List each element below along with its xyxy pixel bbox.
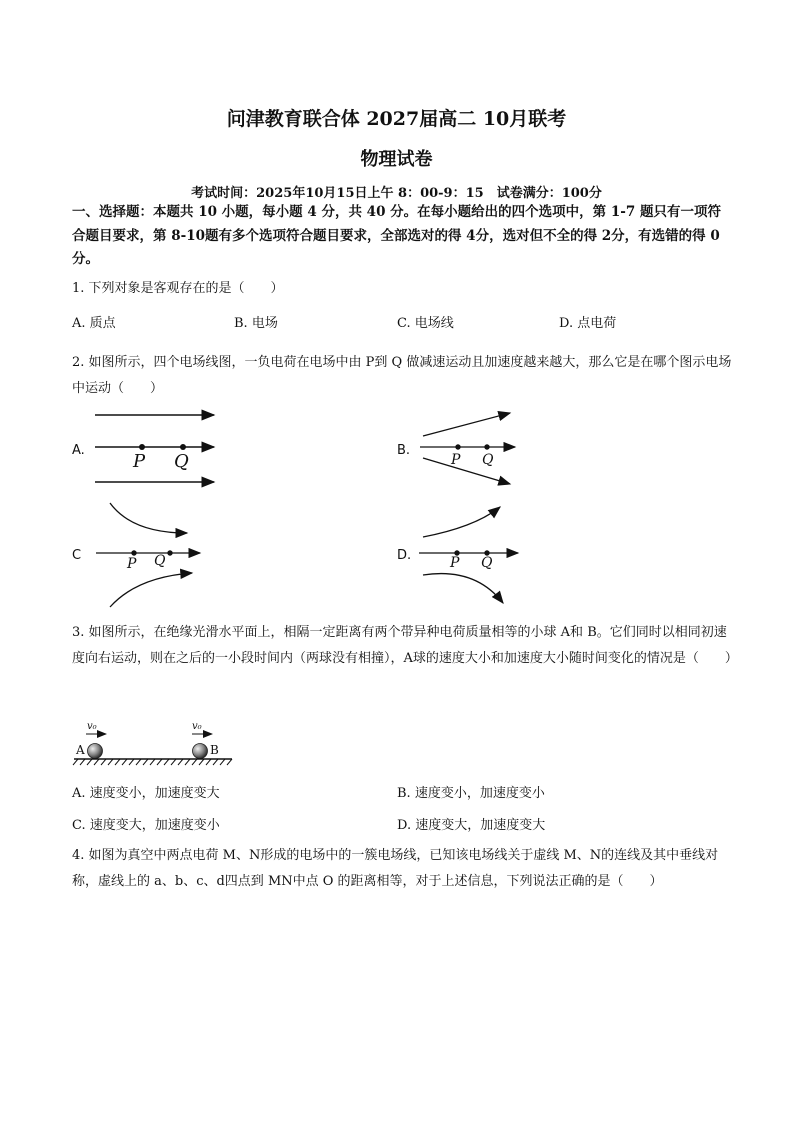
question-3-stem: 3. 如图所示，在绝缘光滑水平面上，相隔一定距离有两个带异种电荷质量相等的小球 A和 B。它们同时以相同初速度向右运动，则在之后的一小段时间内（两球没有相撞），A球的速度大小和加速度大小随时间变化的情况是（ ） [72,625,738,666]
q2-d-point-q: Q [481,555,493,571]
q2-b-point-q: Q [482,452,494,468]
exam-subject: 物理试卷 [360,149,433,170]
q2-figure-a [90,405,225,490]
q2-b-point-p: P [451,452,461,468]
q1-option-b: B. 电场 [234,316,278,331]
q3-option-a: A. 速度变小，加速度变大 [72,786,220,801]
q2-c-point-q: Q [154,553,166,569]
q3-option-c: C. 速度变大，加速度变小 [72,818,220,833]
q2-d-point-p: P [450,555,460,571]
q3-option-d: D. 速度变大，加速度变大 [397,818,546,833]
q2-figure-d [415,497,525,609]
q2-figure-d-label: D. [397,548,412,563]
q3-velocity-label-a: v₀ [87,721,97,732]
q2-figure-a-label: A. [72,443,85,458]
q2-a-point-p: P [133,451,146,472]
question-4-stem: 4. 如图为真空中两点电荷 M、N形成的电场中的一簇电场线，已知该电场线关于虚线 M、N的连线及其中垂线对称，虚线上的 a、b、c、d四点到 MN中点 O 的距离相等，对于上述信息，下列说法正确的是（ ） [72,848,719,889]
q2-a-point-q: Q [174,451,189,472]
q3-ball-a-label: A [76,743,85,757]
q2-figure-b-label: B. [397,443,411,458]
q2-c-point-p: P [127,556,137,572]
q1-option-c: C. 电场线 [397,316,454,331]
exam-info: 考试时间：2025年10月15日上午 8：00-9：15 试卷满分：100分 [191,186,602,201]
q2-figure-c-label: C [72,548,82,563]
q3-option-b: B. 速度变小，加速度变小 [397,786,545,801]
q1-option-a: A. 质点 [72,316,116,331]
question-2-stem: 2. 如图所示，四个电场线图，一负电荷在电场中由 P到 Q 做减速运动且加速度越来越大，那么它是在哪个图示电场中运动（ ） [72,355,732,396]
q3-velocity-label-b: v₀ [192,721,202,732]
exam-title: 问津教育联合体 2027届高二 10月联考 [226,108,567,130]
section-instructions: 一、选择题：本题共 10 小题，每小题 4 分，共 40 分。在每小题给出的四个选项中，第 1-7 题只有一项符合题目要求，第 8-10题有多个选项符合题目要求，全部选对的得 4分，选对但不全的得 2分，有选错的得 0分。 [72,204,721,267]
question-1-stem: 1. 下列对象是客观存在的是（ ） [72,281,284,296]
q3-ball-b-label: B [210,743,219,757]
q2-figure-b [415,405,525,490]
q2-figure-c [92,497,207,609]
q1-option-d: D. 点电荷 [559,316,617,331]
